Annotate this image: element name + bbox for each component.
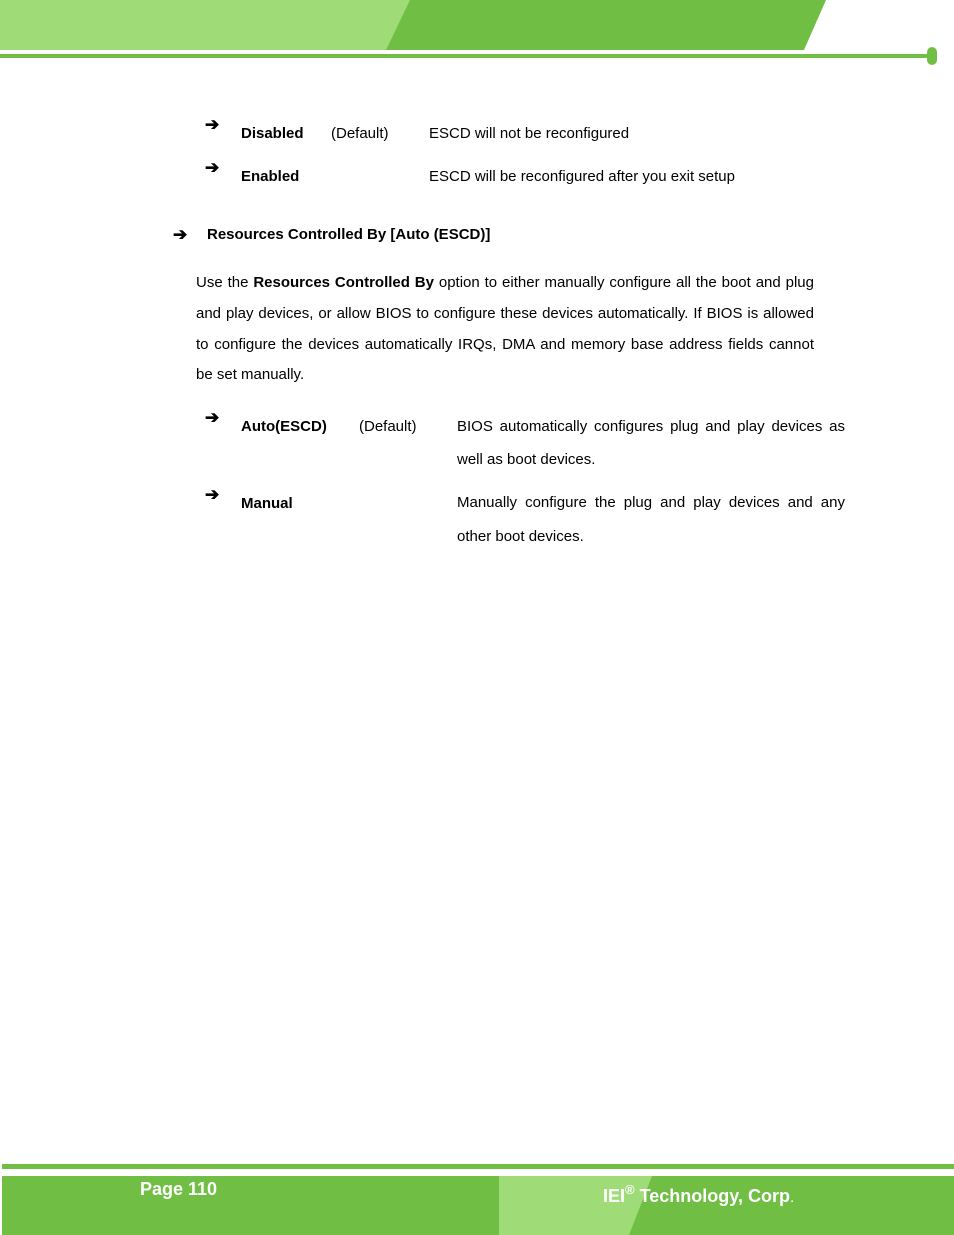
option-name-manual: Manual: [241, 495, 293, 512]
header-rule-endcap: [927, 47, 937, 65]
option-name-disabled: Disabled: [241, 125, 304, 142]
option-description: ESCD will be reconfigured after you exit setup: [429, 168, 735, 185]
option-description: ESCD will not be reconfigured: [429, 125, 630, 142]
header-rule: [0, 54, 932, 58]
header-band-dark: [386, 0, 826, 50]
section-description: Use the Resources Controlled By option to either manually configure all the boot and plug and play devices, or allow BIOS to configure these devices automatically. If BIOS is allowed to configure the devices automatically IRQs, DMA and memory base address fields cannot be set manually.: [196, 274, 814, 384]
option-default-label: (Default): [331, 125, 389, 142]
option-default-label: (Default): [359, 418, 417, 435]
option-description: BIOS automatically configures plug and play devices as: [457, 418, 845, 435]
footer-rule: [2, 1164, 954, 1169]
arrow-right-icon: ➔: [205, 408, 220, 427]
section-heading: Resources Controlled By [Auto (ESCD)]: [207, 226, 491, 243]
option-name-auto-escd: Auto(ESCD): [241, 418, 327, 435]
registered-mark: ®: [625, 1182, 635, 1197]
option-description: Manually configure the plug and play devices and any: [457, 494, 845, 511]
page-number: Page 110: [140, 1179, 218, 1199]
arrow-right-icon: ➔: [173, 225, 188, 244]
company-name: IEI® Technology, Corp.: [603, 1182, 795, 1206]
arrow-right-icon: ➔: [205, 115, 220, 134]
inline-bold-term: Resources Controlled By: [253, 274, 434, 291]
option-name-enabled: Enabled: [241, 168, 300, 185]
arrow-right-icon: ➔: [205, 485, 220, 504]
option-description-cont: other boot devices.: [457, 528, 584, 545]
arrow-right-icon: ➔: [205, 158, 220, 177]
option-description-cont: well as boot devices.: [457, 451, 596, 468]
header-band-light: [0, 0, 410, 50]
